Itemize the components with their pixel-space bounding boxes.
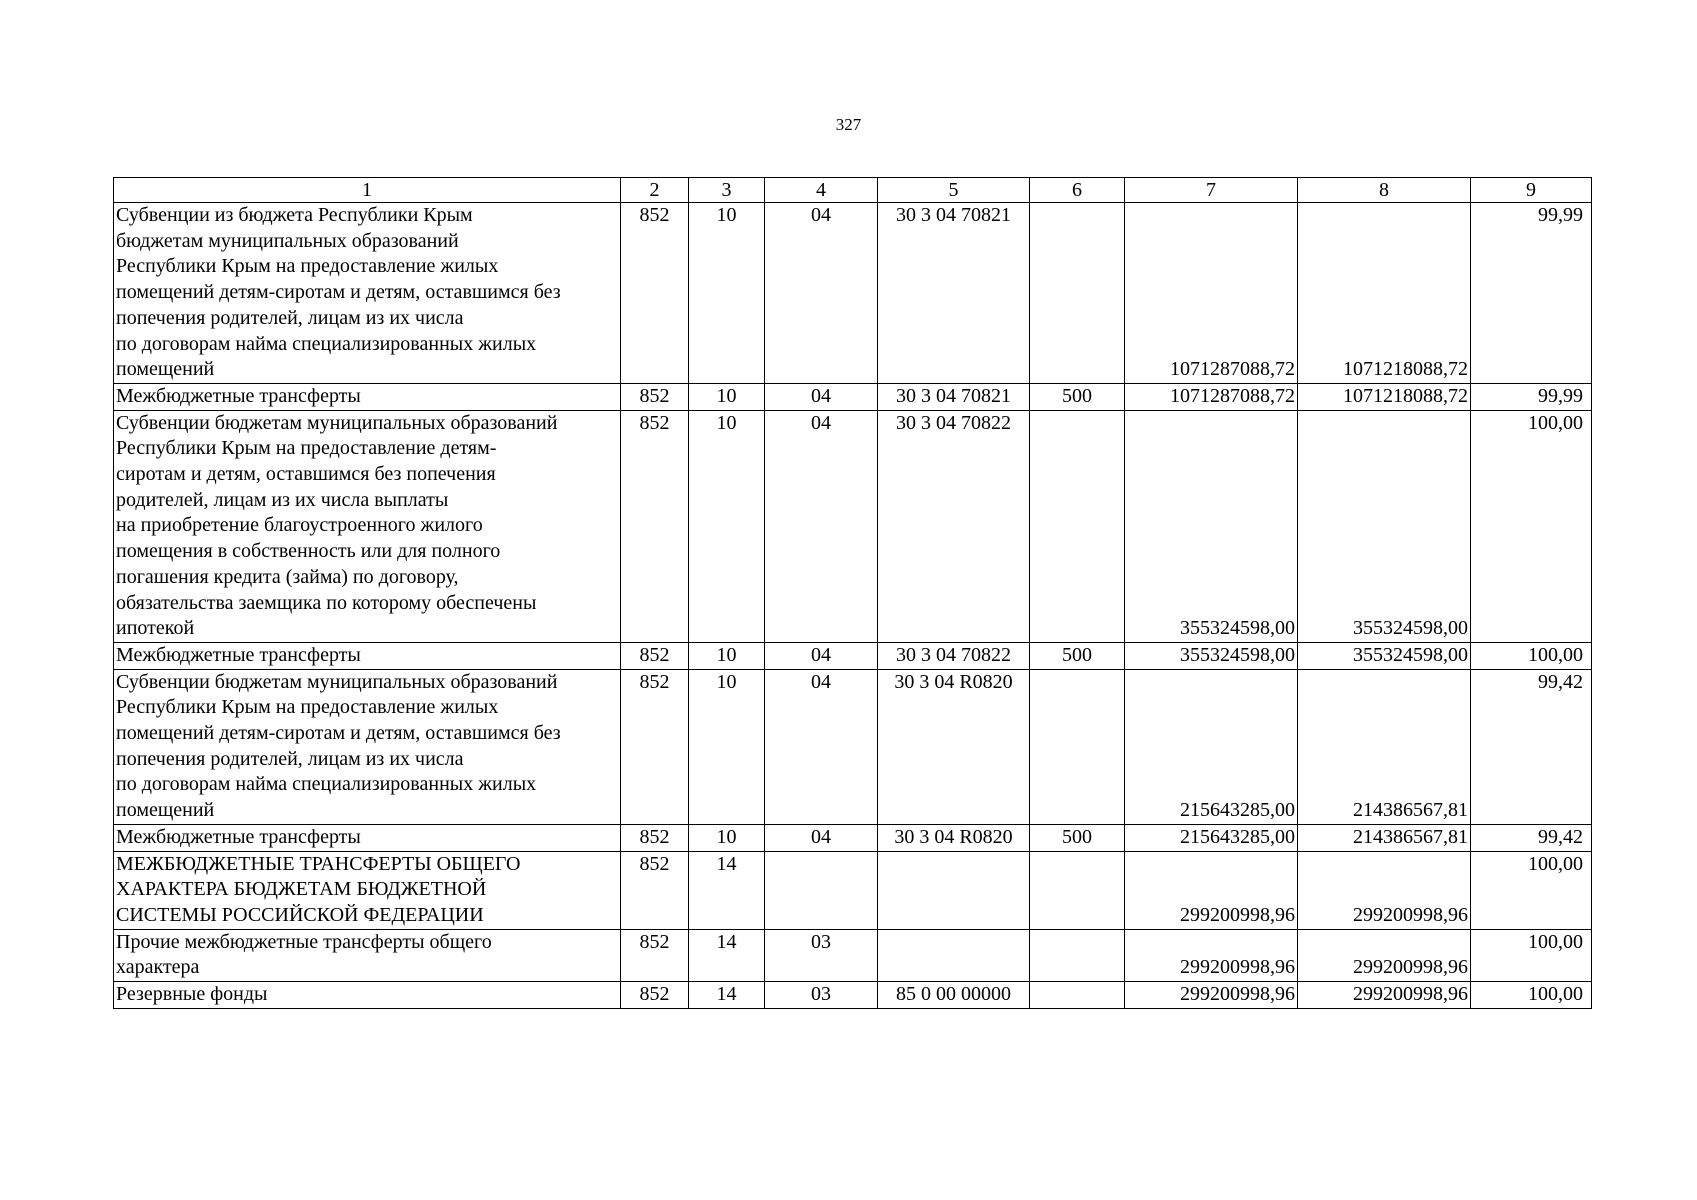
row-name-cell: Межбюджетные трансферты xyxy=(114,383,621,410)
row-csr-cell: 30 3 04 R0820 xyxy=(878,824,1030,851)
row-gr-cell: 852 xyxy=(621,383,689,410)
header-cell: 6 xyxy=(1030,178,1125,203)
row-plan-cell: 299200998,96 xyxy=(1125,851,1298,929)
row-vr-cell: 500 xyxy=(1030,824,1125,851)
row-gr-cell: 852 xyxy=(621,929,689,981)
header-cell: 3 xyxy=(689,178,765,203)
row-plan-cell: 355324598,00 xyxy=(1125,642,1298,669)
row-fact-cell: 214386567,81 xyxy=(1298,669,1471,824)
row-percent-cell: 100,00 xyxy=(1471,982,1592,1009)
header-cell: 1 xyxy=(114,178,621,203)
row-gr-cell: 852 xyxy=(621,824,689,851)
page-number: 327 xyxy=(835,115,862,134)
row-plan-cell: 355324598,00 xyxy=(1125,410,1298,642)
row-plan-cell: 299200998,96 xyxy=(1125,982,1298,1009)
row-csr-cell: 85 0 00 00000 xyxy=(878,982,1030,1009)
row-fact-cell: 299200998,96 xyxy=(1298,851,1471,929)
row-rz-cell: 10 xyxy=(689,642,765,669)
row-name-cell: МЕЖБЮДЖЕТНЫЕ ТРАНСФЕРТЫ ОБЩЕГО ХАРАКТЕРА БЮДЖЕТАМ БЮДЖЕТНОЙ СИСТЕМЫ РОССИЙСКОЙ ФЕДЕРАЦИИ xyxy=(114,851,621,929)
row-plan-cell: 215643285,00 xyxy=(1125,669,1298,824)
row-fact-cell: 355324598,00 xyxy=(1298,410,1471,642)
table-row xyxy=(114,851,1592,929)
header-cell: 8 xyxy=(1298,178,1471,203)
row-pr-cell: 04 xyxy=(765,203,878,384)
row-vr-cell: 500 xyxy=(1030,383,1125,410)
header-cell: 7 xyxy=(1125,178,1298,203)
row-fact-cell: 355324598,00 xyxy=(1298,642,1471,669)
row-name-cell: Межбюджетные трансферты xyxy=(114,824,621,851)
header-cell: 4 xyxy=(765,178,878,203)
row-pr-cell: 03 xyxy=(765,929,878,981)
row-name-cell: Межбюджетные трансферты xyxy=(114,642,621,669)
row-plan-cell: 1071287088,72 xyxy=(1125,383,1298,410)
row-csr-cell: 30 3 04 70822 xyxy=(878,642,1030,669)
row-name-cell: Субвенции из бюджета Республики Крым бюджетам муниципальных образований Республики Крым на предоставление жилых помещений детям-сиротам и детям, оставшимся без попечения родителей, лицам из их числа по договорам найма специализированных жилых помещений xyxy=(114,203,621,384)
budget-table xyxy=(113,177,1592,1009)
row-fact-cell: 214386567,81 xyxy=(1298,824,1471,851)
table-row xyxy=(114,982,1592,1009)
row-csr-cell: 30 3 04 70822 xyxy=(878,410,1030,642)
row-csr-cell: 30 3 04 R0820 xyxy=(878,669,1030,824)
row-gr-cell: 852 xyxy=(621,642,689,669)
row-pr-cell: 04 xyxy=(765,824,878,851)
header-cell: 2 xyxy=(621,178,689,203)
row-rz-cell: 10 xyxy=(689,203,765,384)
row-rz-cell: 10 xyxy=(689,410,765,642)
table-row xyxy=(114,669,1592,824)
row-percent-cell: 99,42 xyxy=(1471,669,1592,824)
table-row xyxy=(114,203,1592,384)
row-pr-cell: 03 xyxy=(765,982,878,1009)
row-gr-cell: 852 xyxy=(621,410,689,642)
row-fact-cell: 299200998,96 xyxy=(1298,982,1471,1009)
row-rz-cell: 10 xyxy=(689,824,765,851)
row-gr-cell: 852 xyxy=(621,982,689,1009)
row-fact-cell: 299200998,96 xyxy=(1298,929,1471,981)
row-percent-cell: 99,99 xyxy=(1471,203,1592,384)
row-vr-cell xyxy=(1030,410,1125,642)
row-fact-cell: 1071218088,72 xyxy=(1298,203,1471,384)
row-pr-cell: 04 xyxy=(765,642,878,669)
header-row xyxy=(114,178,1592,203)
row-gr-cell: 852 xyxy=(621,203,689,384)
table-row xyxy=(114,824,1592,851)
row-rz-cell: 14 xyxy=(689,982,765,1009)
row-csr-cell xyxy=(878,851,1030,929)
row-csr-cell: 30 3 04 70821 xyxy=(878,383,1030,410)
row-plan-cell: 215643285,00 xyxy=(1125,824,1298,851)
row-fact-cell: 1071218088,72 xyxy=(1298,383,1471,410)
row-rz-cell: 14 xyxy=(689,851,765,929)
row-vr-cell xyxy=(1030,669,1125,824)
table-row xyxy=(114,410,1592,642)
row-percent-cell: 100,00 xyxy=(1471,929,1592,981)
row-gr-cell: 852 xyxy=(621,669,689,824)
row-vr-cell xyxy=(1030,203,1125,384)
row-plan-cell: 1071287088,72 xyxy=(1125,203,1298,384)
row-csr-cell: 30 3 04 70821 xyxy=(878,203,1030,384)
header-cell: 9 xyxy=(1471,178,1592,203)
row-pr-cell: 04 xyxy=(765,410,878,642)
table-row xyxy=(114,383,1592,410)
row-pr-cell: 04 xyxy=(765,383,878,410)
row-name-cell: Прочие межбюджетные трансферты общего характера xyxy=(114,929,621,981)
row-name-cell: Субвенции бюджетам муниципальных образований Республики Крым на предоставление детям- сиротам и детям, оставшимся без попечения родителей, лицам из их числа выплаты на приобретение благоустроенного жилого помещения в собственность или для полного погашения кредита (займа) по договору, обязательства заемщика по которому обеспечены ипотекой xyxy=(114,410,621,642)
row-gr-cell: 852 xyxy=(621,851,689,929)
row-vr-cell xyxy=(1030,851,1125,929)
row-pr-cell xyxy=(765,851,878,929)
row-percent-cell: 99,99 xyxy=(1471,383,1592,410)
row-rz-cell: 14 xyxy=(689,929,765,981)
row-pr-cell: 04 xyxy=(765,669,878,824)
table-row xyxy=(114,929,1592,981)
row-vr-cell xyxy=(1030,982,1125,1009)
row-name-cell: Субвенции бюджетам муниципальных образований Республики Крым на предоставление жилых помещений детям-сиротам и детям, оставшимся без попечения родителей, лицам из их числа по договорам найма специализированных жилых помещений xyxy=(114,669,621,824)
row-rz-cell: 10 xyxy=(689,383,765,410)
row-vr-cell xyxy=(1030,929,1125,981)
header-cell: 5 xyxy=(878,178,1030,203)
row-percent-cell: 100,00 xyxy=(1471,851,1592,929)
row-csr-cell xyxy=(878,929,1030,981)
table-row xyxy=(114,642,1592,669)
row-percent-cell: 100,00 xyxy=(1471,410,1592,642)
row-vr-cell: 500 xyxy=(1030,642,1125,669)
row-name-cell: Резервные фонды xyxy=(114,982,621,1009)
row-rz-cell: 10 xyxy=(689,669,765,824)
row-plan-cell: 299200998,96 xyxy=(1125,929,1298,981)
row-percent-cell: 99,42 xyxy=(1471,824,1592,851)
row-percent-cell: 100,00 xyxy=(1471,642,1592,669)
